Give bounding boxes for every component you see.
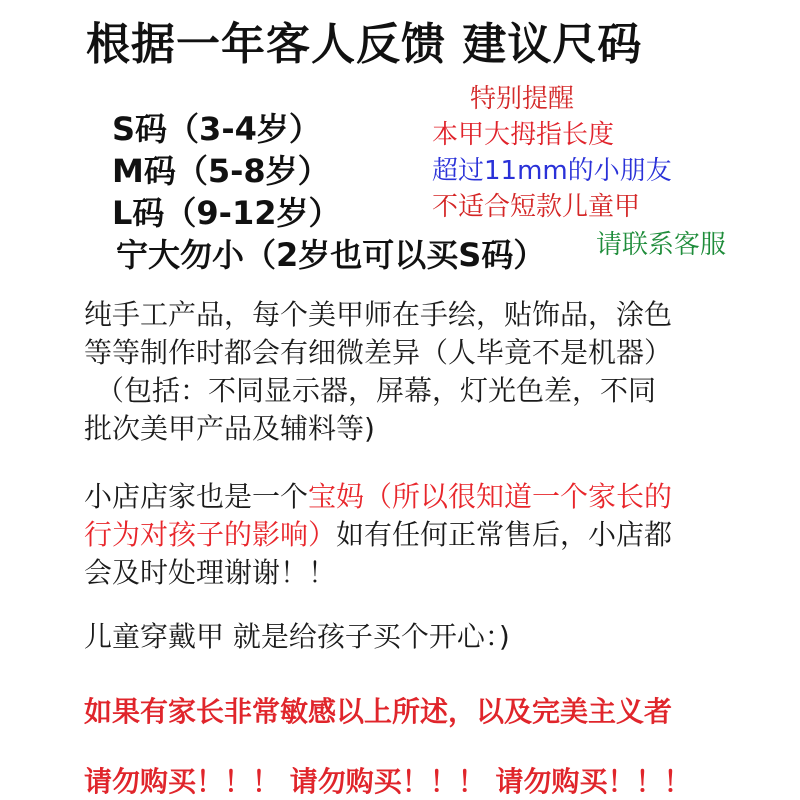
sensitive-parents-warning: 如果有家长非常敏感以上所述，以及完美主义者	[84, 695, 673, 728]
handmade-paragraph-line-1: 纯手工产品，每个美甲师在手绘，贴饰品，涂色	[84, 298, 673, 331]
special-reminder-title: 特别提醒	[470, 84, 575, 114]
after-sales-text: 如有任何正常售后，小店都	[336, 518, 673, 551]
size-m-label: M码（5-8岁）	[112, 152, 330, 190]
influence-highlight-text: 行为对孩子的影响）	[84, 518, 337, 551]
do-not-buy-warning: 请勿购买！！！ 请勿购买！！！ 请勿购买！！！	[84, 765, 692, 798]
page-title: 根据一年客人反馈 建议尺码	[86, 19, 643, 70]
shop-owner-paragraph-line-3: 会及时处理谢谢！！	[84, 556, 337, 589]
mom-highlight-text: 宝妈（所以很知道一个家长的	[308, 480, 673, 513]
kids-nails-fun-line: 儿童穿戴甲 就是给孩子买个开心：)	[84, 620, 510, 653]
shop-owner-paragraph-line-1	[84, 478, 672, 516]
contact-service-note: 请联系客服	[596, 230, 727, 260]
handmade-paragraph-line-2: 等等制作时都会有细微差异（人毕竟不是机器）	[84, 336, 673, 369]
reminder-line-thumb-length: 本甲大拇指长度	[432, 120, 615, 150]
shop-owner-text: 小店店家也是一个	[84, 480, 309, 513]
shop-owner-paragraph-line-2	[84, 516, 672, 554]
reminder-line-not-suitable: 不适合短款儿童甲	[432, 192, 641, 222]
handmade-paragraph-line-4: 批次美甲产品及辅料等)	[84, 412, 375, 445]
handmade-paragraph-line-3: （包括：不同显示器，屏幕，灯光色差，不同	[96, 374, 657, 407]
size-advice-note: 宁大勿小（2岁也可以买S码）	[116, 236, 546, 274]
size-l-label: L码（9-12岁）	[112, 194, 341, 232]
size-s-label: S码（3-4岁）	[112, 110, 321, 148]
reminder-line-over-11mm: 超过11mm的小朋友	[432, 156, 672, 186]
